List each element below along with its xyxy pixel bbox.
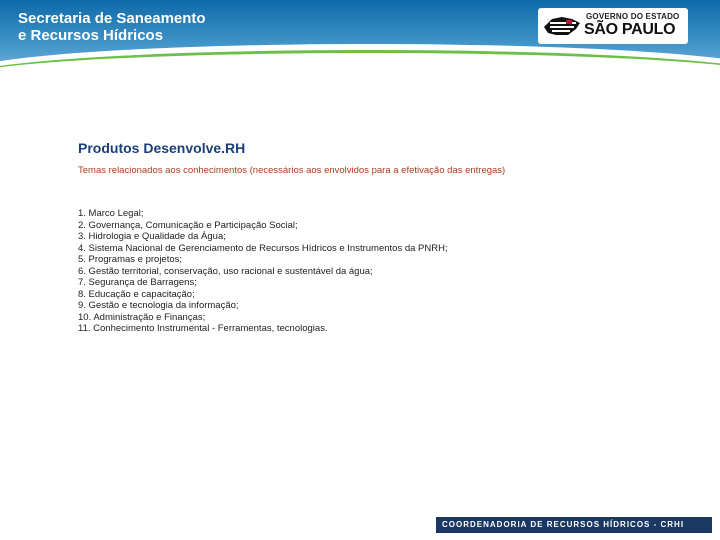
- governo-sp-logo: [538, 8, 688, 44]
- list-item: 8. Educação e capacitação;: [78, 288, 195, 300]
- list-item: 9. Gestão e tecnologia da informação;: [78, 300, 239, 311]
- header-banner: [0, 0, 720, 78]
- sao-paulo-map-icon: [542, 13, 582, 39]
- main-content: [78, 140, 698, 335]
- footer-banner: COORDENADORIA DE RECURSOS HÍDRICOS - CRHI: [436, 517, 712, 533]
- page-subtitle: Temas relacionados aos conhecimentos (necessários aos envolvidos para a efetivação das entregas): [78, 165, 506, 176]
- list-item: 3. Hidrologia e Qualidade da Água;: [78, 231, 226, 242]
- list-item: 10. Administração e Finanças;: [78, 311, 206, 323]
- secretaria-line-1: Secretaria de Saneamento: [18, 10, 206, 27]
- sao-paulo-label: SÃO PAULO: [584, 21, 676, 38]
- governo-label: GOVERNO DO ESTADO: [586, 12, 680, 21]
- secretaria-title: [18, 10, 206, 44]
- list-item: 1. Marco Legal;: [78, 208, 144, 219]
- topics-list: [78, 208, 698, 335]
- list-item: 2. Governança, Comunicação e Participação Social;: [78, 219, 298, 231]
- list-item: 11. Conhecimento Instrumental - Ferramentas, tecnologias.: [78, 323, 328, 334]
- secretaria-line-2: e Recursos Hídricos: [18, 27, 164, 44]
- list-item: 5. Programas e projetos;: [78, 254, 183, 265]
- page-title: Produtos Desenvolve.RH: [78, 140, 246, 156]
- list-item: 4. Sistema Nacional de Gerenciamento de Recursos Hídricos e Instrumentos da PNRH;: [78, 242, 448, 254]
- list-item: 7. Segurança de Barragens;: [78, 277, 197, 288]
- list-item: 6. Gestão territorial, conservação, uso racional e sustentável da água;: [78, 265, 373, 277]
